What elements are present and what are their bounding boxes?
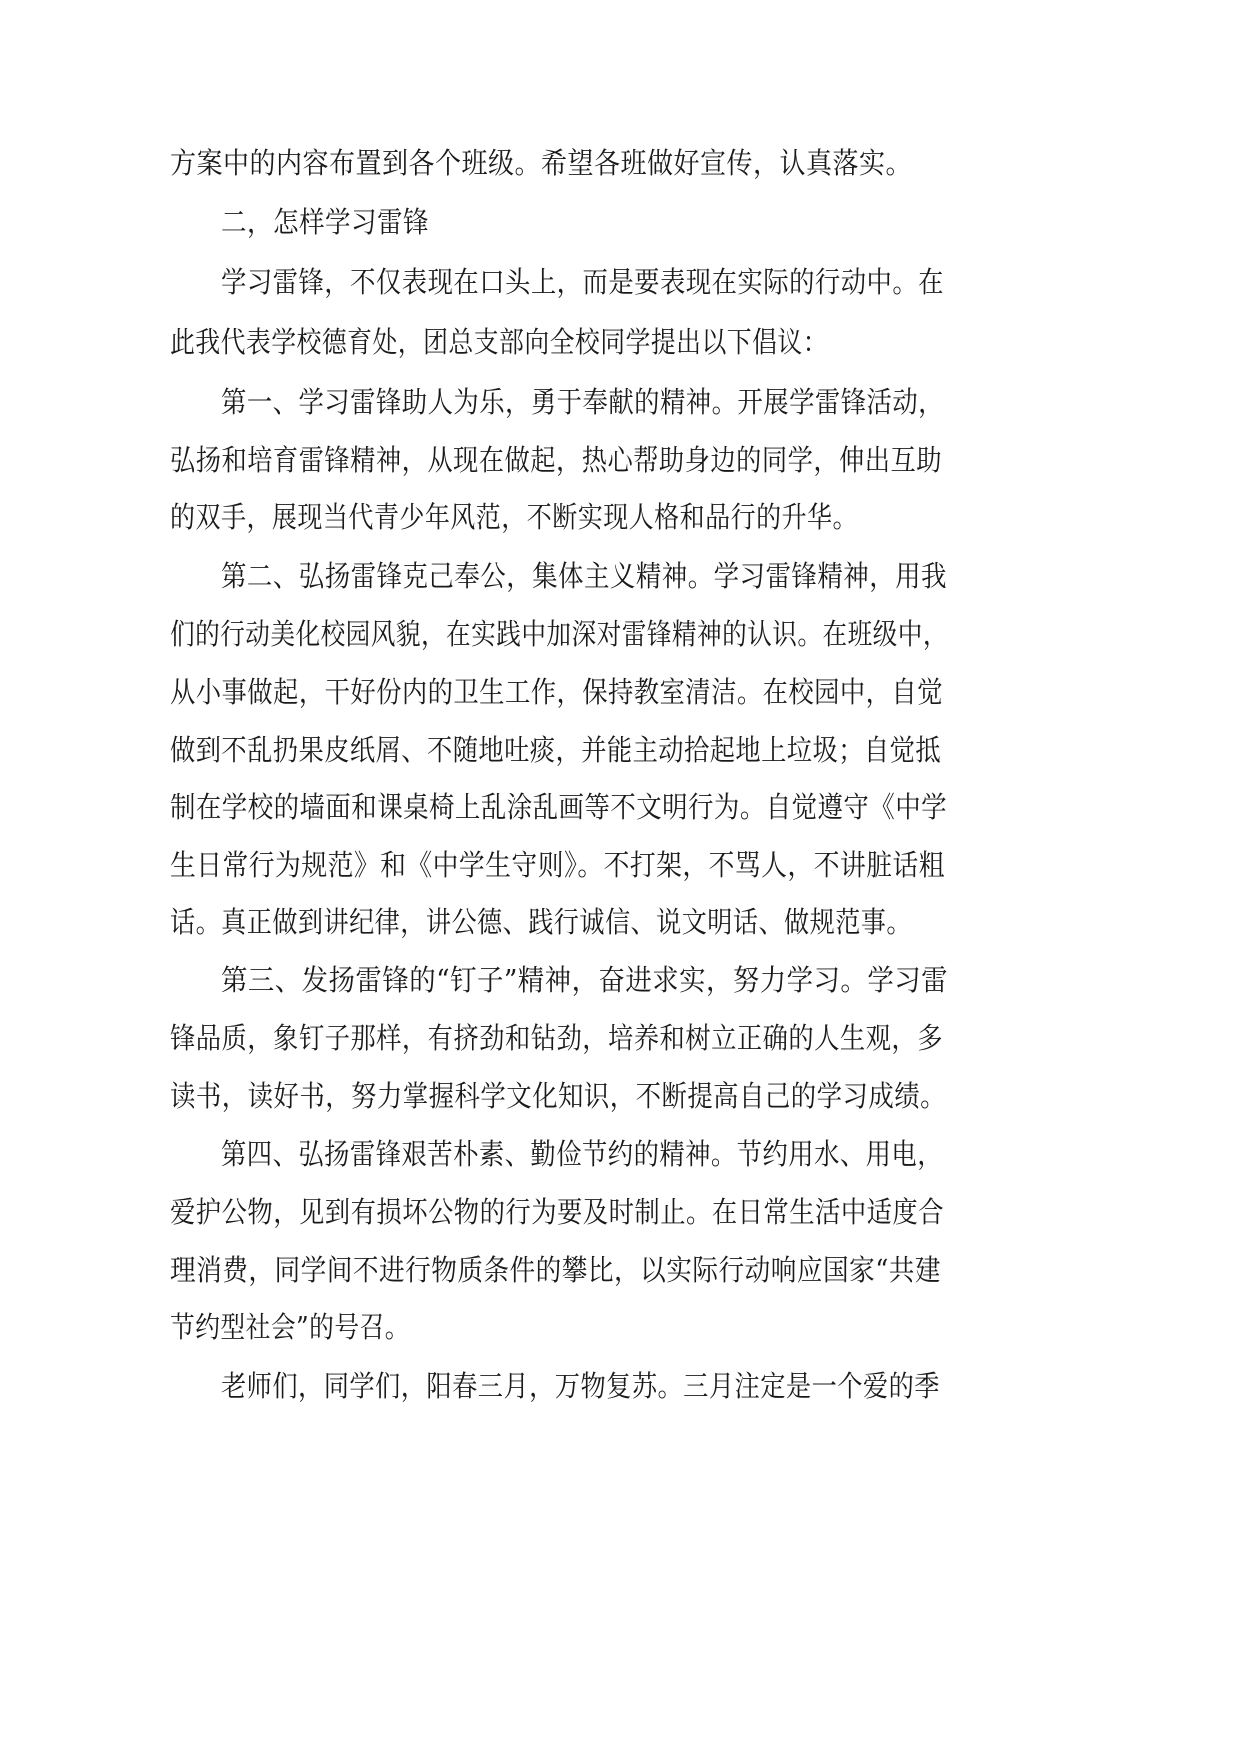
text-line (0, 497, 1241, 537)
line-text: 学习雷锋，不仅表现在口头上，而是要表现在实际的行动中。在 (221, 265, 945, 299)
section-heading (0, 202, 1241, 242)
text-line (0, 556, 1241, 596)
line-text: 第一、学习雷锋助人为乐，勇于奉献的精神。开展学雷锋活动， (221, 385, 945, 419)
line-text: 第三、发扬雷锋的“钉子”精神，奋进求实，努力学习。学习雷 (221, 963, 948, 997)
line-text: 弘扬和培育雷锋精神，从现在做起，热心帮助身边的同学，伸出互助 (170, 443, 942, 477)
line-text: 方案中的内容布置到各个班级。希望各班做好宣传，认真落实。 (170, 146, 913, 180)
text-line (0, 143, 1241, 183)
text-line (0, 730, 1241, 770)
line-text: 老师们，同学们，阳春三月，万物复苏。三月注定是一个爱的季 (221, 1369, 940, 1403)
line-text: 从小事做起，干好份内的卫生工作，保持教室清洁。在校园中，自觉 (170, 675, 943, 709)
line-text: 此我代表学校德育处，团总支部向全校同学提出以下倡议： (170, 325, 829, 359)
line-text: 们的行动美化校园风貌，在实践中加深对雷锋精神的认识。在班级中， (170, 617, 948, 651)
line-text: 生日常行为规范》和《中学生守则》。不打架，不骂人，不讲脏话粗 (170, 848, 946, 882)
line-text: 理消费，同学间不进行物质条件的攀比，以实际行动响应国家“共建 (170, 1253, 942, 1287)
line-text: 节约型社会”的号召。 (170, 1310, 410, 1344)
text-line (0, 1134, 1241, 1174)
text-line (0, 1076, 1241, 1116)
text-line (0, 322, 1241, 362)
line-text: 的双手，展现当代青少年风范，不断实现人格和品行的升华。 (170, 500, 859, 534)
line-text: 话。真正做到讲纪律，讲公德、践行诚信、说文明话、做规范事。 (170, 905, 912, 939)
line-text: 锋品质，象钉子那样，有挤劲和钻劲，培养和树立正确的人生观，多 (170, 1021, 943, 1055)
line-text: 做到不乱扔果皮纸屑、不随地吐痰，并能主动拾起地上垃圾；自觉抵 (170, 733, 942, 767)
line-text: 制在学校的墙面和课桌椅上乱涂乱画等不文明行为。自觉遵守《中学 (170, 790, 948, 824)
text-line (0, 382, 1241, 422)
text-line (0, 262, 1241, 302)
text-line (0, 1192, 1241, 1232)
text-line (0, 1250, 1241, 1290)
text-line (0, 787, 1241, 827)
line-text: 第四、弘扬雷锋艰苦朴素、勤俭节约的精神。节约用水、用电， (221, 1137, 944, 1171)
line-text: 爱护公物，见到有损坏公物的行为要及时制止。在日常生活中适度合 (170, 1195, 945, 1229)
text-line (0, 672, 1241, 712)
text-line (0, 1366, 1241, 1406)
text-line (0, 1307, 1241, 1347)
text-line (0, 960, 1241, 1000)
line-text: 二，怎样学习雷锋 (221, 205, 430, 239)
text-line (0, 902, 1241, 942)
text-line (0, 1018, 1241, 1058)
text-line (0, 845, 1241, 885)
line-text: 读书，读好书，努力掌握科学文化知识，不断提高自己的学习成绩。 (170, 1079, 946, 1113)
line-text: 第二、弘扬雷锋克己奉公，集体主义精神。学习雷锋精神，用我 (221, 559, 947, 593)
text-line (0, 614, 1241, 654)
text-line (0, 440, 1241, 480)
